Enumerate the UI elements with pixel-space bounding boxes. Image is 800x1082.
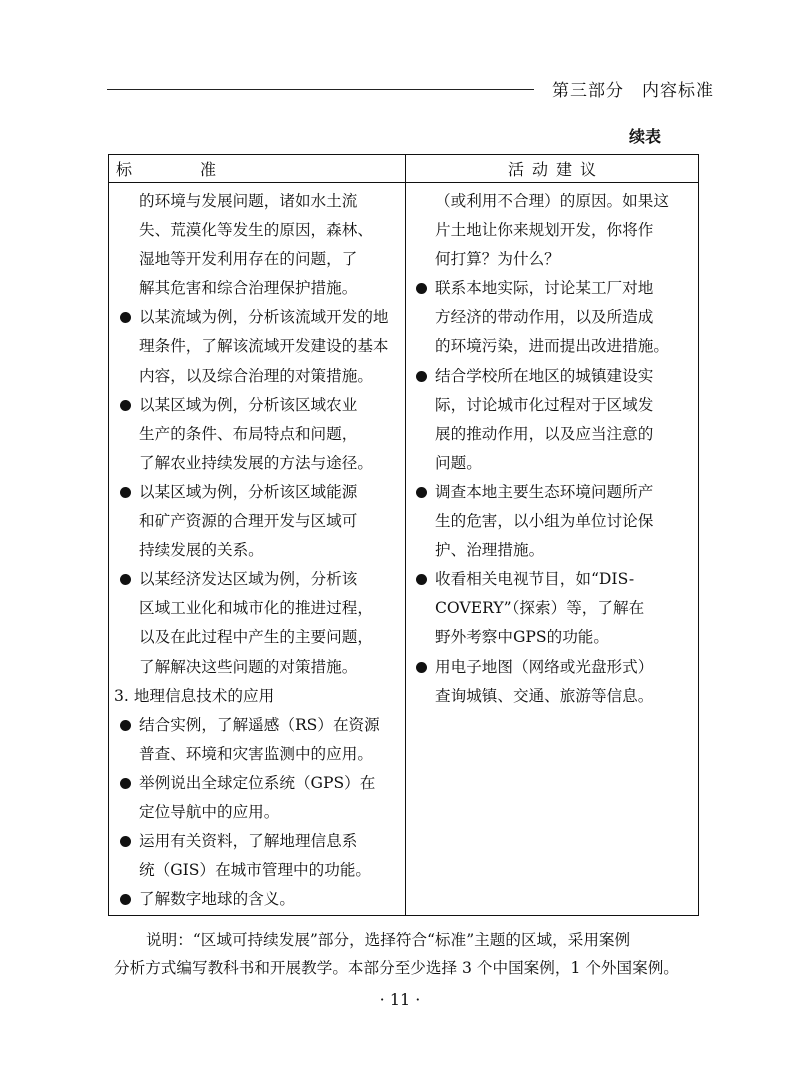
bullet-icon	[416, 283, 427, 294]
bullet-icon	[416, 487, 427, 498]
table-column-divider	[405, 155, 406, 915]
table-line-text: 结合学校所在地区的城镇建设实	[435, 366, 654, 385]
table-line	[114, 187, 399, 216]
table-line	[410, 565, 696, 594]
table-line-text: 区域工业化和城市化的推进过程，	[139, 599, 373, 618]
table-line-text: 以某区域为例，分析该区域能源	[139, 482, 358, 501]
table-line	[410, 536, 696, 565]
table-line-text: 和矿产资源的合理开发与区域可	[139, 512, 358, 531]
footnote-line-1: 说明：“区域可持续发展”部分，选择符合“标准”主题的区域，采用案例	[146, 931, 631, 949]
table-line	[114, 653, 399, 682]
table-line-text: 的环境与发展问题，诸如水土流	[139, 192, 358, 210]
bullet-icon	[120, 720, 131, 731]
table-line	[114, 565, 399, 594]
table-line-text: 际，讨论城市化过程对于区域发	[435, 395, 654, 414]
table-line	[410, 594, 696, 623]
table-line	[410, 391, 696, 420]
table-line	[410, 245, 696, 274]
table-line-text: 方经济的带动作用，以及所造成	[435, 308, 654, 327]
table-line-text: 生的危害，以小组为单位讨论保	[435, 512, 654, 531]
table-line-text: 用电子地图（网络或光盘形式）	[435, 657, 654, 676]
table-line-text: 举例说出全球定位系统（GPS）在	[139, 773, 376, 792]
table-line-text: 运用有关资料，了解地理信息系	[139, 832, 358, 851]
table-line	[114, 216, 399, 245]
bullet-icon	[120, 836, 131, 847]
bullet-icon	[120, 778, 131, 789]
bullet-icon	[120, 400, 131, 411]
table-line-text: 了解解决这些问题的对策措施。	[139, 657, 358, 676]
bullet-icon	[416, 662, 427, 673]
table-header-activities: 活动建议	[508, 160, 605, 179]
table-line	[410, 623, 696, 652]
table-line-text: 以某经济发达区域为例，分析该	[139, 570, 358, 589]
table-line-text: 解其危害和综合治理保护措施。	[139, 279, 358, 298]
table-line-text: 以及在此过程中产生的主要问题，	[139, 628, 373, 647]
running-header: 第三部分 内容标准	[552, 81, 714, 101]
bullet-icon	[416, 574, 427, 585]
table-line-text: 以某区域为例，分析该区域农业	[139, 395, 358, 414]
table-line	[114, 682, 399, 711]
table-line	[410, 274, 696, 303]
table-line-text: 了解数字地球的含义。	[139, 890, 295, 909]
table-line	[114, 332, 399, 361]
table-line	[114, 449, 399, 478]
table-line	[410, 653, 696, 682]
table-line	[114, 507, 399, 536]
bullet-icon	[416, 371, 427, 382]
table-line	[410, 332, 696, 361]
table-line	[410, 478, 696, 507]
table-line	[114, 711, 399, 740]
standards-column	[114, 187, 399, 914]
table-line-text: 持续发展的关系。	[139, 541, 264, 560]
table-line-text: 内容，以及综合治理的对策措施。	[139, 366, 373, 385]
activities-column	[410, 187, 696, 711]
table-line-text: （或利用不合理）的原因。如果这	[435, 192, 669, 210]
page-number: · 11 ·	[379, 990, 421, 1009]
header-rule	[107, 89, 534, 90]
table-line-text: 失、荒漠化等发生的原因，森林、	[139, 221, 373, 240]
table-line	[114, 478, 399, 507]
table-header-rule	[109, 182, 698, 183]
table-line	[114, 798, 399, 827]
table-line-text: 片土地让你来规划开发，你将作	[435, 221, 654, 240]
table-line-text: 护、治理措施。	[435, 541, 545, 560]
table-line	[114, 594, 399, 623]
table-line	[114, 740, 399, 769]
footnote	[114, 926, 704, 982]
table-line	[410, 303, 696, 332]
table-line	[114, 420, 399, 449]
bullet-icon	[120, 894, 131, 905]
table-line-text: 普查、环境和灾害监测中的应用。	[139, 744, 373, 763]
table-line	[114, 303, 399, 332]
table-line	[114, 536, 399, 565]
table-line	[114, 769, 399, 798]
table-line	[410, 362, 696, 391]
table-header-standard: 标 准	[116, 160, 243, 179]
table-line-text: 联系本地实际，讨论某工厂对地	[435, 279, 654, 298]
table-line	[114, 856, 399, 885]
table-line	[114, 362, 399, 391]
table-line-text: 定位导航中的应用。	[139, 802, 280, 821]
table-line	[114, 623, 399, 652]
footnote-line-2: 分析方式编写教科书和开展教学。本部分至少选择 3 个中国案例，1 个外国案例。	[114, 959, 679, 977]
table-line-text: 生产的条件、布局特点和问题，	[139, 424, 358, 443]
table-line-text: 收看相关电视节目，如“DIS-	[435, 570, 635, 589]
continued-label: 续表	[629, 127, 662, 146]
table-line-text: 调查本地主要生态环境问题所产	[435, 482, 654, 501]
table-line	[114, 885, 399, 914]
table-line-text: 查询城镇、交通、旅游等信息。	[435, 686, 654, 705]
table-line	[114, 245, 399, 274]
table-line	[114, 274, 399, 303]
table-line-text: 湿地等开发利用存在的问题，了	[139, 250, 358, 269]
table-line	[410, 449, 696, 478]
bullet-icon	[120, 487, 131, 498]
table-line	[410, 420, 696, 449]
table-line	[410, 682, 696, 711]
table-line	[410, 187, 696, 216]
table-line-text: 了解农业持续发展的方法与途径。	[139, 453, 373, 472]
table-line	[114, 391, 399, 420]
table-line	[410, 507, 696, 536]
bullet-icon	[120, 312, 131, 323]
table-line	[410, 216, 696, 245]
table-line-text: 问题。	[435, 453, 482, 472]
bullet-icon	[120, 574, 131, 585]
table-line-text: 的环境污染，进而提出改进措施。	[435, 337, 669, 356]
table-line	[114, 827, 399, 856]
table-line-text: 何打算？为什么？	[435, 250, 560, 269]
table-line-text: 展的推动作用，以及应当注意的	[435, 424, 654, 443]
table-line-text: 3. 地理信息技术的应用	[114, 686, 275, 705]
table-line-text: 以某流域为例，分析该流域开发的地	[139, 308, 389, 327]
table-line-text: 野外考察中GPS的功能。	[435, 628, 609, 647]
table-line-text: 理条件，了解该流域开发建设的基本	[139, 337, 389, 356]
table-line-text: 统（GIS）在城市管理中的功能。	[139, 861, 372, 880]
table-line-text: COVERY”（探索）等，了解在	[435, 599, 645, 618]
table-line-text: 结合实例，了解遥感（RS）在资源	[139, 715, 380, 734]
